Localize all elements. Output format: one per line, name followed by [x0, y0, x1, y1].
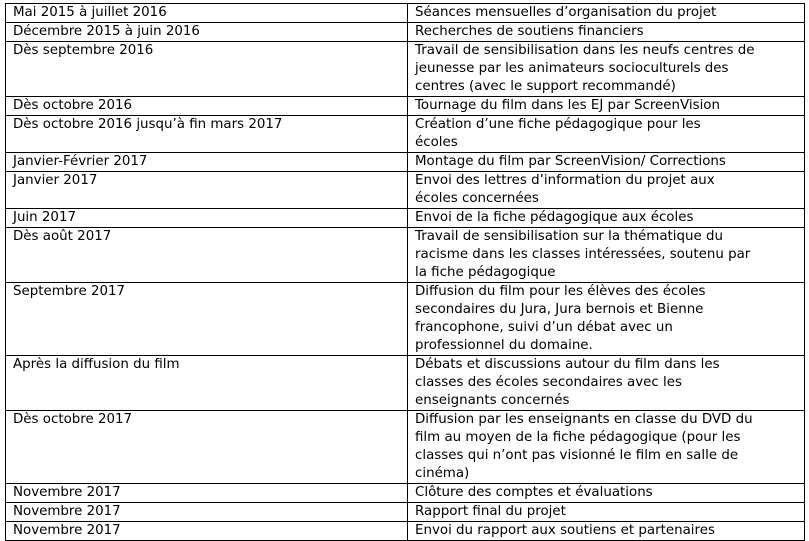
period-cell: Mai 2015 à juillet 2016 [6, 4, 408, 23]
period-cell: Janvier-Février 2017 [6, 153, 408, 172]
schedule-table-body [6, 4, 805, 541]
activity-cell: Rapport final du projet [408, 503, 805, 522]
activity-cell: Clôture des comptes et évaluations [408, 484, 805, 503]
table-row [6, 283, 805, 356]
activity-cell: Séances mensuelles d’organisation du projet [408, 4, 805, 23]
period-cell: Dès octobre 2016 jusqu’à fin mars 2017 [6, 116, 408, 153]
table-row [6, 228, 805, 283]
period-cell: Dès août 2017 [6, 228, 408, 283]
activity-cell: Tournage du film dans les EJ par ScreenVision [408, 97, 805, 116]
period-cell: Septembre 2017 [6, 283, 408, 356]
activity-cell: Envoi de la fiche pédagogique aux écoles [408, 209, 805, 228]
activity-cell: Diffusion du film pour les élèves des écoles secondaires du Jura, Jura bernois et Bienne francophone, suivi d’un débat avec un professionnel du domaine. [408, 283, 805, 356]
period-cell: Novembre 2017 [6, 503, 408, 522]
table-row [6, 23, 805, 42]
activity-cell: Travail de sensibilisation dans les neufs centres de jeunesse par les animateurs socioculturels des centres (avec le support recommandé) [408, 42, 805, 97]
activity-cell: Débats et discussions autour du film dans les classes des écoles secondaires avec les enseignants concernés [408, 356, 805, 411]
table-row [6, 356, 805, 411]
table-row [6, 97, 805, 116]
table-row [6, 42, 805, 97]
period-cell: Janvier 2017 [6, 172, 408, 209]
activity-cell: Recherches de soutiens financiers [408, 23, 805, 42]
period-cell: Novembre 2017 [6, 484, 408, 503]
table-row [6, 484, 805, 503]
period-cell: Décembre 2015 à juin 2016 [6, 23, 408, 42]
table-row [6, 4, 805, 23]
table-row [6, 209, 805, 228]
table-row [6, 522, 805, 541]
period-cell: Novembre 2017 [6, 522, 408, 541]
activity-cell: Création d’une fiche pédagogique pour les écoles [408, 116, 805, 153]
period-cell: Juin 2017 [6, 209, 408, 228]
table-row [6, 116, 805, 153]
period-cell: Dès septembre 2016 [6, 42, 408, 97]
table-row [6, 172, 805, 209]
activity-cell: Envoi du rapport aux soutiens et partenaires [408, 522, 805, 541]
period-cell: Dès octobre 2017 [6, 411, 408, 484]
activity-cell: Diffusion par les enseignants en classe du DVD du film au moyen de la fiche pédagogique (pour les classes qui n’ont pas visionné le film en salle de cinéma) [408, 411, 805, 484]
table-row [6, 503, 805, 522]
period-cell: Dès octobre 2016 [6, 97, 408, 116]
period-cell: Après la diffusion du film [6, 356, 408, 411]
schedule-table [5, 3, 805, 541]
table-row [6, 153, 805, 172]
activity-cell: Envoi des lettres d’information du projet aux écoles concernées [408, 172, 805, 209]
activity-cell: Travail de sensibilisation sur la thématique du racisme dans les classes intéressées, soutenu par la fiche pédagogique [408, 228, 805, 283]
table-row [6, 411, 805, 484]
activity-cell: Montage du film par ScreenVision/ Corrections [408, 153, 805, 172]
